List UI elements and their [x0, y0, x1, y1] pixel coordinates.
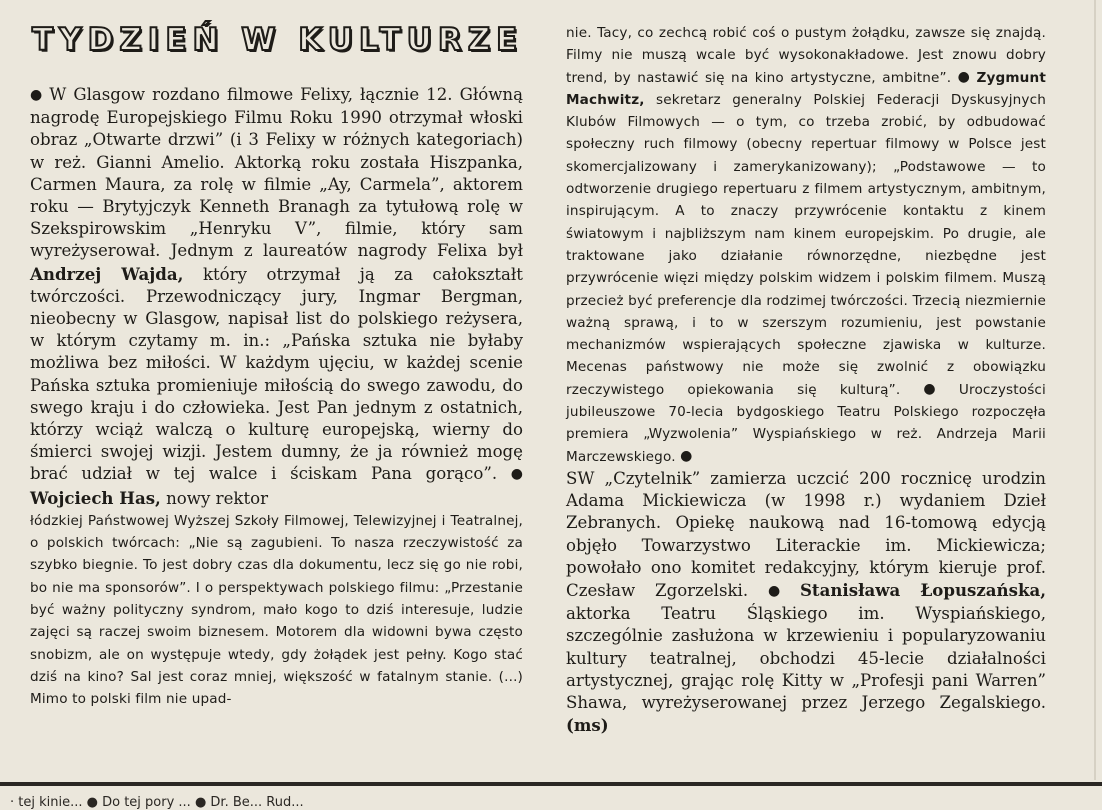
- bullet-icon: ●: [30, 87, 43, 103]
- bullet-icon: ●: [767, 582, 781, 599]
- section-title: TYDZIEŃ W KULTURZE: [32, 22, 524, 58]
- left-column: [30, 18, 523, 711]
- bottom-rule: [0, 782, 1102, 786]
- cut-off-text: · tej kinie... ● Do tej pory ... ● Dr. Be... Rud...: [10, 795, 304, 810]
- paragraph-czytelnik: [566, 468, 1046, 737]
- paragraph-has: [30, 510, 523, 711]
- machwitz-text-a: nie. Tacy, co zechcą robić coś o pustym żołądku, zawsze się znajdą. Filmy nie muszą wcale być wysokonakładowe. Jest znowu dobry trend, by nastawić się na kino artystyczne, ambitne”.: [566, 25, 1046, 86]
- right-column: [566, 22, 1046, 737]
- bullet-icon: ●: [680, 447, 693, 464]
- paragraph-felix: [30, 84, 523, 510]
- name-machwitz: Zygmunt Machwitz,: [566, 69, 1046, 108]
- bydgoszcz-text: Uroczystości jubileuszowe 70-lecia bydgoskiego Teatru Polskiego rozpoczęła premiera „Wyzwolenia” Wyspiańskiego w reż. Andrzeja Marii Marczewskiego.: [566, 381, 1046, 465]
- has-text-small: łódzkiej Państwowej Wyższej Szkoły Filmowej, Telewizyjnej i Teatralnej, o polskich twórcach: „Nie są zagubieni. To nasza rzeczywistość za szybko biegnie. To jest dobry czas dla dokumentu, lecz się go nie robi, bo nie ma sponsorów”. I o perspektywach polskiego filmu: „Przestanie być ważny polityczny syndrom, mało kogo to dziś interesuje, ludzie zajęci są raczej swoim biznesem. Motorem dla widowni bywa często snobizm, ale on występuje wtedy, gdy żołądek jest pełny. Kogo stać dziś na kino? Sal jest coraz mniej, większość w fatalnym stanie. (...) Mimo to polski film nie upad-: [30, 512, 523, 708]
- signature: (ms): [566, 715, 609, 736]
- name-wajda: Andrzej Wajda,: [30, 263, 184, 284]
- bullet-icon: ●: [510, 466, 524, 483]
- felix-text-b: który otrzymał ją za całokształt twórczości. Przewodniczący jury, Ingmar Bergman, nieobecny w Glasgow, napisał list do polskiego reżysera, w którym czytamy m. in.: „Pańska sztuka nie byłaby możliwa bez miłości. W każdym ujęciu, w każdej scenie Pańska sztuka promieniuje miłością do swego zawodu, do swego kraju i do człowieka. Jest Pan jednym z ostatnich, którzy wciąż walczą o kulturę europejską, wierny do śmierci swojej wizji. Jestem dumny, że ja również mogę brać udział w tej walce i ściskam Pana gorąco”.: [30, 264, 523, 484]
- paragraph-machwitz: [566, 22, 1046, 468]
- czytelnik-text: SW „Czytelnik” zamierza uczcić 200 rocznicę urodzin Adama Mickiewicza (w 1998 r.) wydaniem Dzieł Zebranych. Opiekę naukową nad 16-tomową edycją objęło Towarzystwo Literackie im. Mickiewicza; powołało ono komitet redakcyjny, którym kieruje prof. Czesław Zgorzelski.: [566, 468, 1046, 600]
- name-lopuszanska: Stanisława Łopuszańska,: [799, 579, 1046, 600]
- has-text-a: nowy rektor: [166, 488, 269, 508]
- felix-text-a: W Glasgow rozdano filmowe Felixy, łącznie 12. Główną nagrodę Europejskiego Filmu Roku 1990 otrzymał włoski obraz „Otwarte drzwi” (i 3 Felixy w różnych kategoriach) w reż. Gianni Amelio. Aktorką roku została Hiszpanka, Carmen Maura, za rolę w filmie „Ay, Carmela”, aktorem roku — Brytyjczyk Kenneth Branagh za tytułową rolę w Szekspirowskim „Henryku V”, filmie, który sam wyreżyserował. Jednym z laureatów nagrody Felixa był: [30, 85, 523, 261]
- name-has: Wojciech Has,: [30, 487, 161, 508]
- machwitz-text-b: sekretarz generalny Polskiej Federacji Dyskusyjnych Klubów Filmowych — o tym, co trzeba zrobić, by odbudować społeczny ruch filmowy (obecny repertuar filmowy w Polsce jest skomercjalizowany i zamerykanizowany); „Podstawowe — to odtworzenie drugiego repertuaru z filmem artystycznym, ambitnym, inspirującym. A to znaczy przywrócenie kontaktu z kinem światowym i najbliższym nam kinem europejskim. Po drugie, ale traktowane jako działanie równorzędne, niezbędne jest przywrócenie więzi między polskim widzem i polskim filmem. Muszą przecież być preferencje dla rodzimej twórczości. Trzecią niezmiernie ważną sprawą, i to w szerszym rozumieniu, jest powstanie mechanizmów wspierających społeczne zjawiska w kulturze. Mecenas państwowy nie może się zwolnić z obowiązku rzeczywistego opiekowania się kulturą”.: [566, 91, 1046, 398]
- cut-off-line: [0, 789, 1102, 810]
- lopuszanska-text: aktorka Teatru Śląskiego im. Wyspiańskiego, szczególnie zasłużona w krzewieniu i popularyzowaniu kultury teatralnej, obchodzi 45-lecie działalności artystycznej, grając rolę Kitty w „Profesji pani Warren” Shawa, wyreżyserowanej przez Jerzego Zegalskiego.: [566, 604, 1046, 712]
- bullet-icon: ●: [957, 68, 971, 85]
- bullet-icon: ●: [923, 380, 936, 397]
- page-edge: [1094, 0, 1096, 780]
